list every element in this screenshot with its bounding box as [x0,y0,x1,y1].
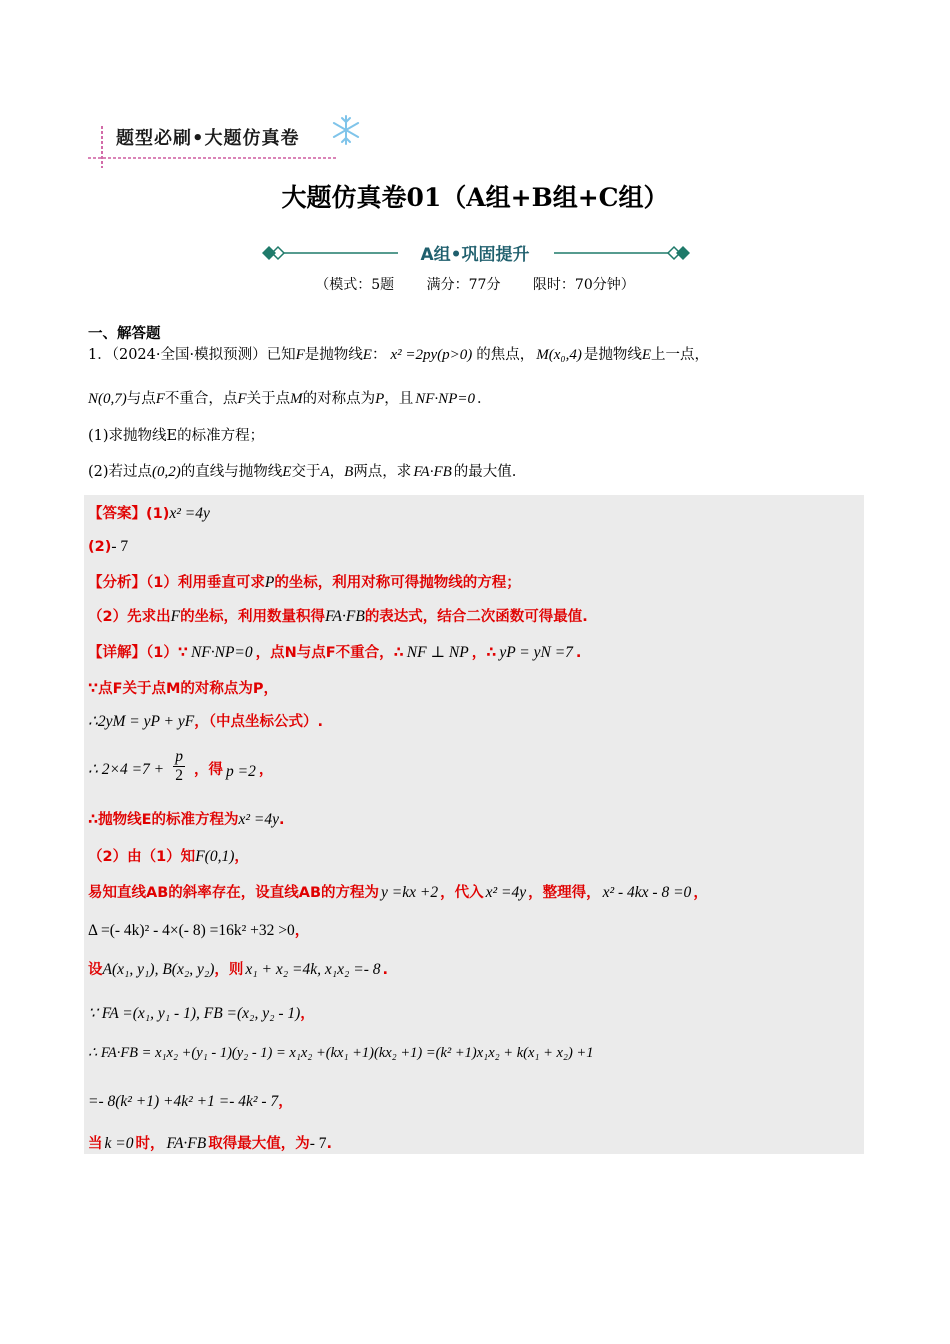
meta-score: 满分：77分 [426,277,501,293]
detail-line-8: Δ =(- 4k)² - 4×(- 8) =16k² +32 >0， [88,922,310,939]
section-heading: 一、解答题 [88,326,161,342]
detail-line-13: 当 k =0 时， FA·FB 取得最大值，为- 7. [88,1135,333,1152]
detail-line-10: ∵ FA =(x₁, y₁ - 1), FB =(x₂, y₂ - 1)， [88,1005,315,1022]
fraction: $\frac{p}{2}$ [175,748,183,784]
answer-line-2: (2)- 7 [88,538,129,555]
analysis-line-2: （2）先求出F的坐标，利用数量积得FA·FB的表达式，结合二次函数可得最值. [88,608,588,625]
question-line-2: N(0,7)与点F不重合，点F关于点M的对称点为P，且 NF·NP=0 ． [88,391,492,407]
detail-line-9: 设A(x₁, y₁), B(x₂, y₂)，则 x₁ + x₂ =4k, x₁x₂ =- 8 . [88,961,389,978]
page-title: 大题仿真卷01（A组+B组+C组） [281,183,669,212]
banner-title: A组•巩固提升 [420,245,530,265]
meta-mode: （模式：5题 [315,277,395,293]
question-part-2: (2)若过点(0,2)的直线与抛物线E交于A，B两点，求 FA·FB 的最大值. [88,464,517,480]
detail-line-2: ∵点F关于点M的对称点为P， [88,681,279,697]
detail-line-12: =- 8(k² +1) +4k² +1 =- 4k² - 7， [88,1093,293,1110]
meta-time: 限时：70分钟） [532,277,635,293]
analysis-line-1: 【分析】（1）利用垂直可求P的坐标，利用对称可得抛物线的方程； [88,574,521,591]
header-label: 题型必刷•大题仿真卷 [116,128,300,149]
detail-line-11: ∴ FA·FB = x₁x₂ +(y₁ - 1)(y₂ - 1) = x₁x₂ +(kx₁ +1)(kx₂ +1) =(k² +1)x₁x₂ + k(x₁ + x₂) +1 [88,1045,594,1061]
answer-line-1: 【答案】(1)x² =4y [88,505,210,522]
question-part-1: (1)求抛物线E的标准方程； [88,428,265,444]
detail-line-1: 【详解】（1）∵ NF·NP=0 ，点N与点F不重合，∴ NF ⊥ NP ，∴ yP = yN =7 . [88,644,582,661]
detail-line-4: ∴ 2×4 =7 + $\frac{p}{2}$ ，得 p =2 ， [88,748,274,784]
exam-meta [0,274,950,294]
detail-line-5: ∴抛物线E的标准方程为x² =4y. [88,811,285,828]
detail-line-6: （2）由（1）知F(0,1)， [88,848,249,865]
snowflake-icon [330,114,362,146]
detail-line-7: 易知直线AB的斜率存在，设直线AB的方程为 y =kx +2 ，代入 x² =4y ，整理得， x² - 4kx - 8 =0 ， [88,884,708,901]
question-line-1: 1．（2024·全国·模拟预测）已知F是抛物线E： x² =2py(p>0) 的焦点， M(x₀,4) 是抛物线E上一点， [88,347,710,363]
detail-line-3: ∴2yM = yP + yF，（中点坐标公式）. [88,713,324,730]
